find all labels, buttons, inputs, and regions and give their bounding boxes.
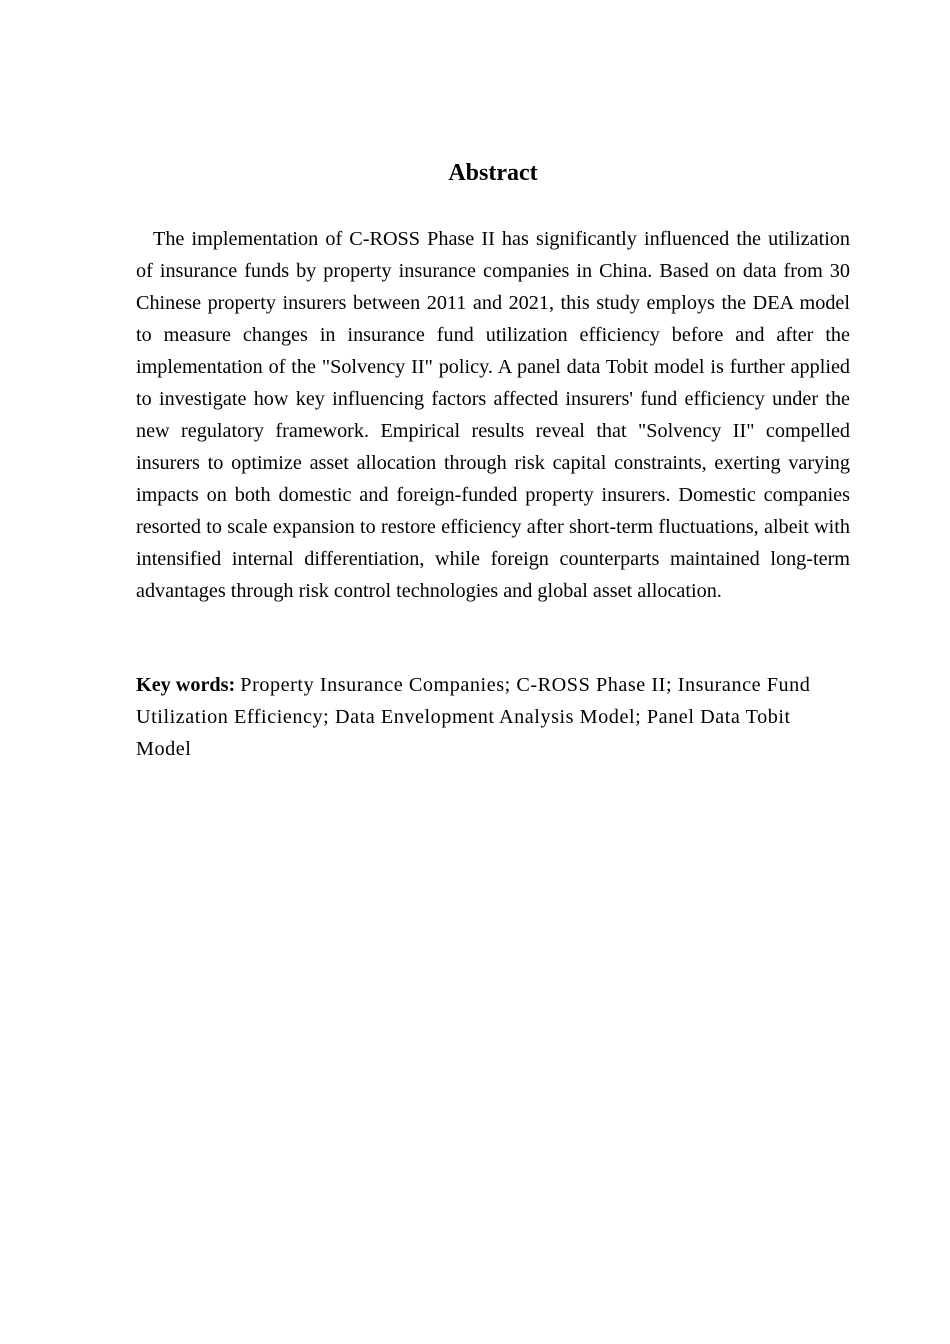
keywords-text: Property Insurance Companies; C-ROSS Phase II; Insurance Fund Utilization Efficiency; Data Envelopment Analysis Model; Panel Data Tobit Model	[136, 674, 811, 760]
abstract-title: Abstract	[448, 160, 538, 186]
keywords-paragraph	[136, 669, 850, 765]
keywords-label: Key words:	[136, 674, 236, 696]
abstract-body: The implementation of C-ROSS Phase II has significantly influenced the utilization of insurance funds by property insurance companies in China. Based on data from 30 Chinese property insurers between 2011 and 2021, this study employs the DEA model to measure changes in insurance fund utilization efficiency before and after the implementation of the "Solvency II" policy. A panel data Tobit model is further applied to investigate how key influencing factors affected insurers' fund efficiency under the new regulatory framework. Empirical results reveal that "Solvency II" compelled insurers to optimize asset allocation through risk capital constraints, exerting varying impacts on both domestic and foreign-funded property insurers. Domestic companies resorted to scale expansion to restore efficiency after short-term fluctuations, albeit with intensified internal differentiation, while foreign counterparts maintained long-term advantages through risk control technologies and global asset allocation.	[136, 228, 850, 602]
